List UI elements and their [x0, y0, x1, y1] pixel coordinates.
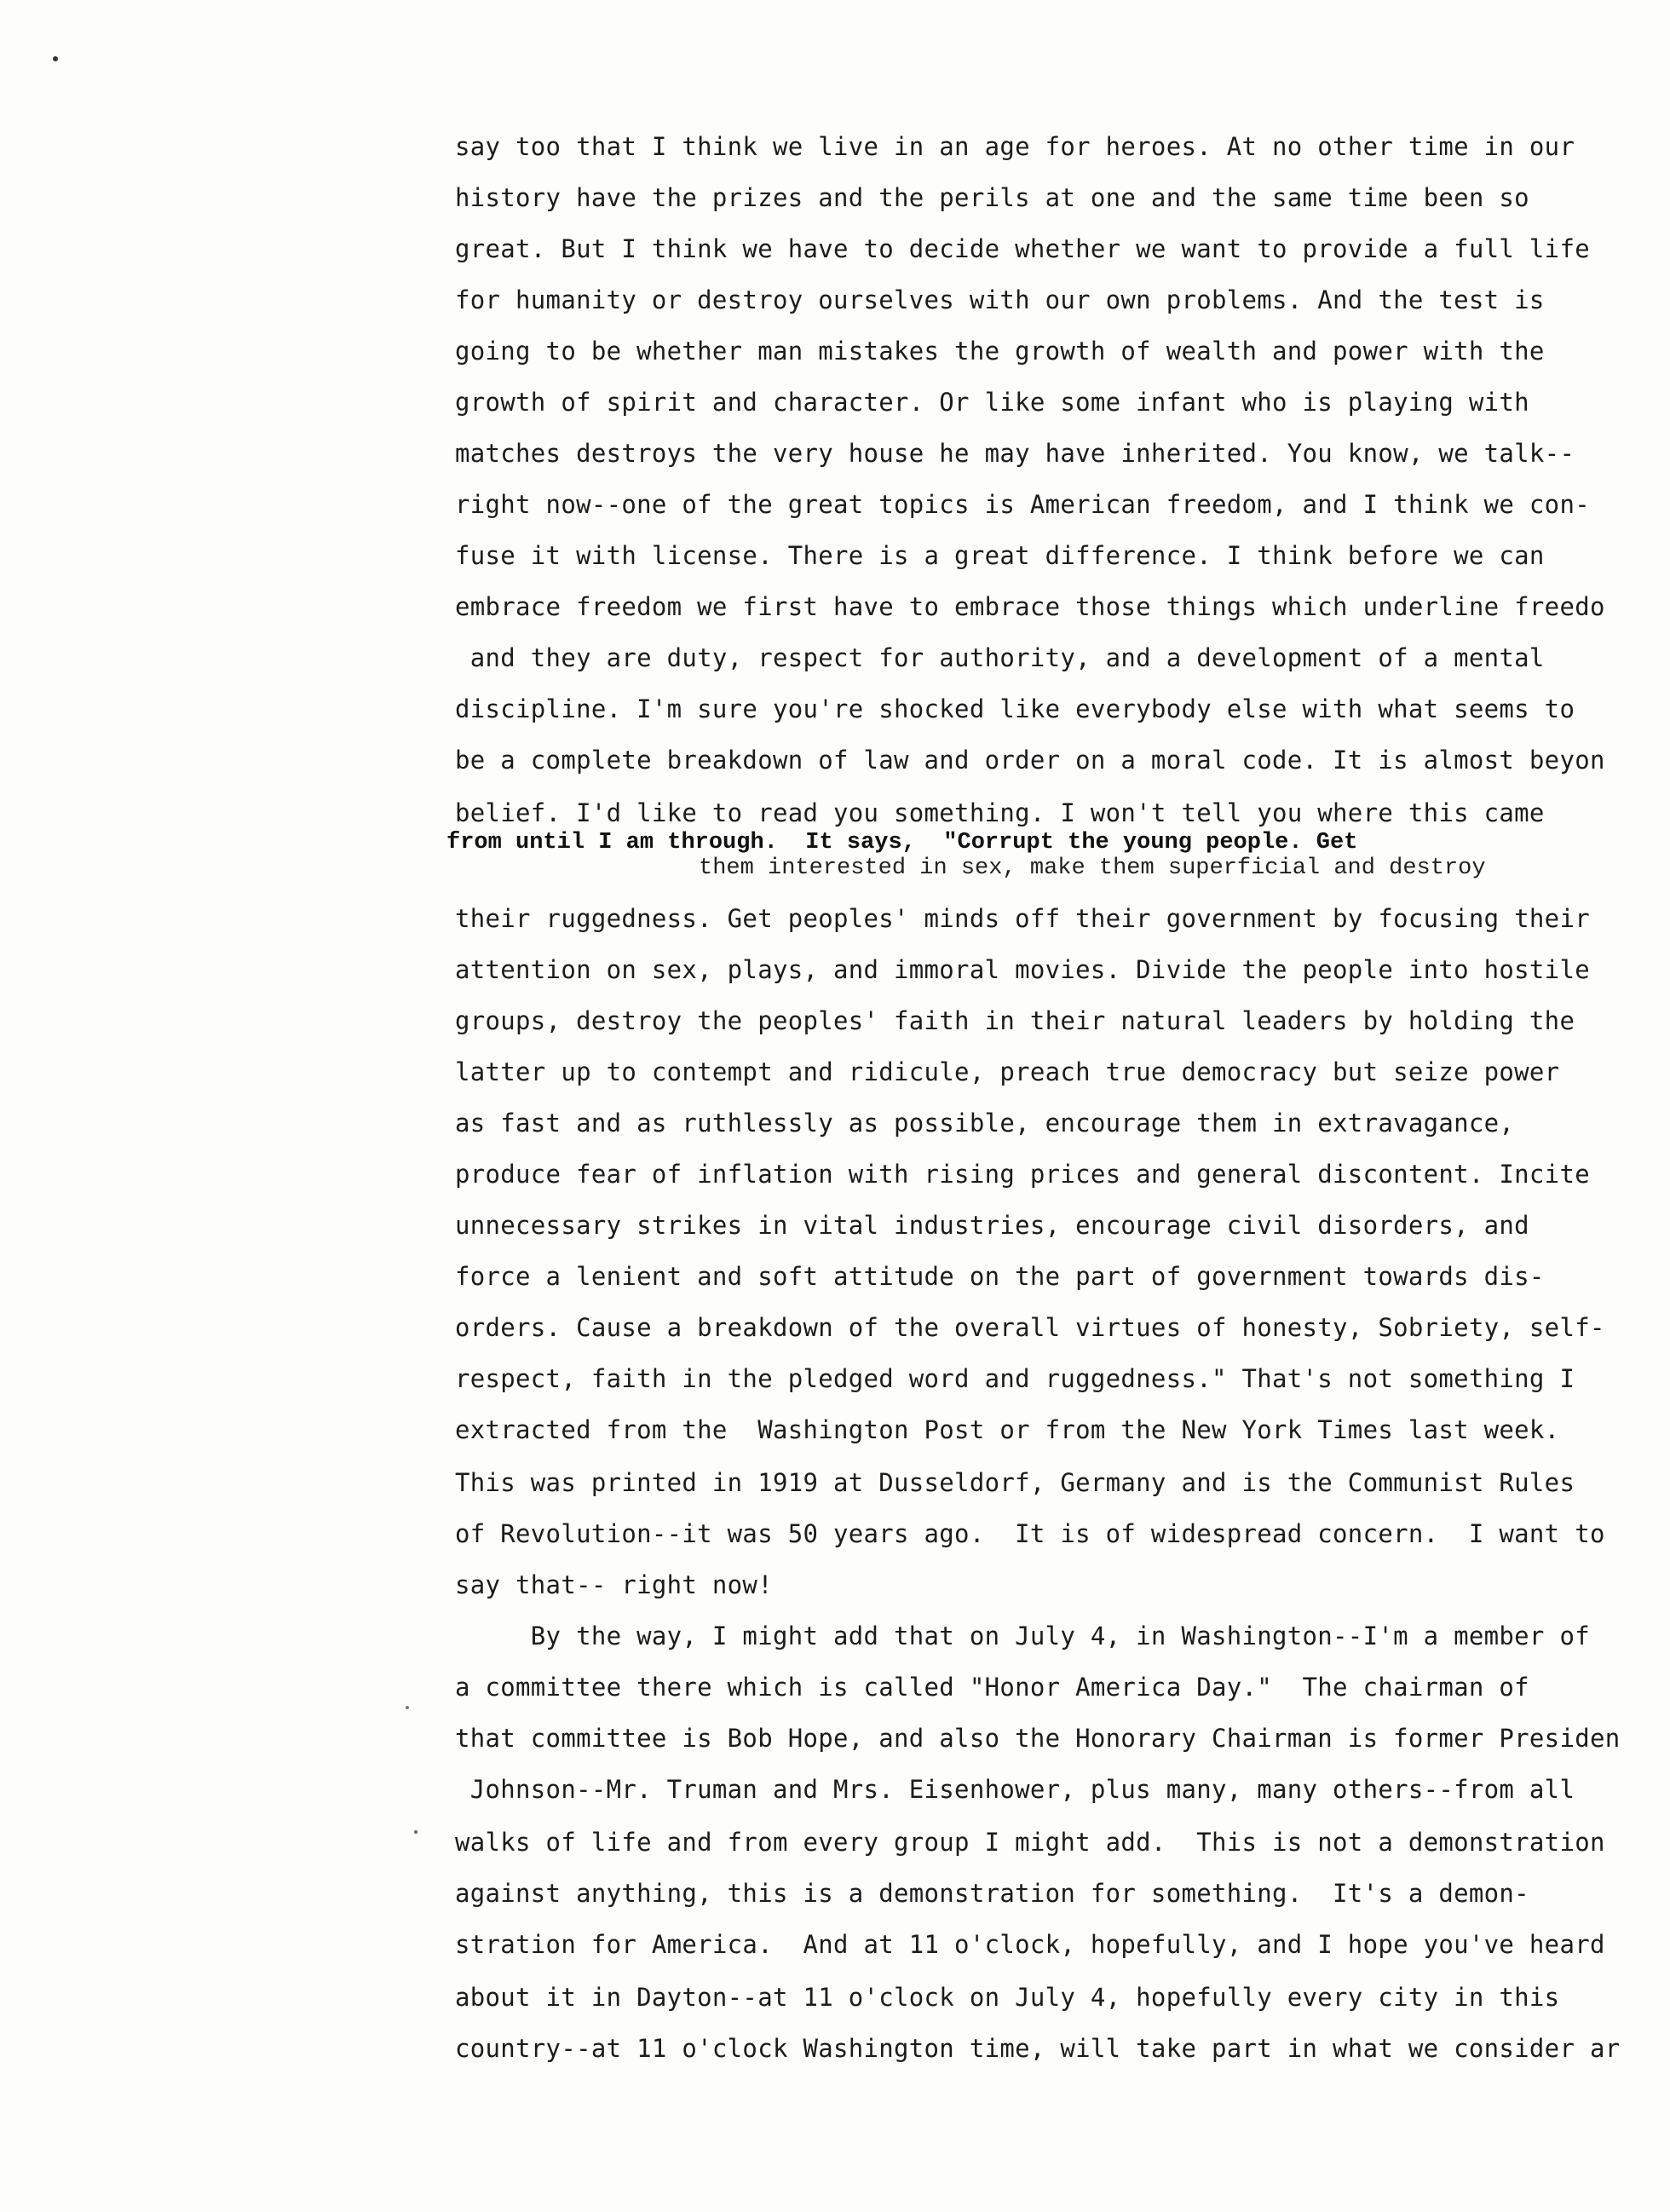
ink-speck-mark [53, 56, 58, 61]
text-line: for humanity or destroy ourselves with our own problems. And the test is [455, 285, 1545, 314]
ink-speck-mark [406, 1706, 409, 1709]
text-line: a committee there which is called "Honor America Day." The chairman of [455, 1673, 1529, 1702]
text-line: unnecessary strikes in vital industries, encourage civil disorders, and [455, 1211, 1529, 1240]
text-line: and they are duty, respect for authority, and a development of a mental [455, 643, 1545, 672]
text-line: of Revolution--it was 50 years ago. It is of widespread concern. I want to [455, 1519, 1605, 1548]
text-line: force a lenient and soft attitude on the part of government towards dis- [455, 1262, 1545, 1291]
text-line: going to be whether man mistakes the growth of wealth and power with the [455, 337, 1545, 366]
text-line: This was printed in 1919 at Dusseldorf, Germany and is the Communist Rules [455, 1468, 1575, 1497]
text-line: history have the prizes and the perils at one and the same time been so [455, 183, 1529, 212]
text-line: against anything, this is a demonstration for something. It's a demon- [455, 1879, 1529, 1908]
text-line: attention on sex, plays, and immoral movies. Divide the people into hostile [455, 955, 1590, 984]
text-line: country--at 11 o'clock Washington time, will take part in what we consider ar [455, 2034, 1621, 2063]
text-line: groups, destroy the peoples' faith in their natural leaders by holding the [455, 1006, 1575, 1035]
text-line: produce fear of inflation with rising prices and general discontent. Incite [455, 1160, 1590, 1189]
text-line: extracted from the Washington Post or from the New York Times last week. [455, 1415, 1560, 1444]
text-line: growth of spirit and character. Or like some infant who is playing with [455, 388, 1529, 417]
text-line: right now--one of the great topics is American freedom, and I think we con- [455, 490, 1590, 519]
text-line: Johnson--Mr. Truman and Mrs. Eisenhower, plus many, many others--from all [455, 1775, 1575, 1804]
text-line: say that-- right now! [455, 1570, 773, 1599]
text-line: that committee is Bob Hope, and also the Honorary Chairman is former Presiden [455, 1724, 1621, 1753]
text-line: orders. Cause a breakdown of the overall virtues of honesty, Sobriety, self- [455, 1313, 1605, 1342]
text-line: great. But I think we have to decide whether we want to provide a full life [455, 234, 1590, 263]
text-line: their ruggedness. Get peoples' minds off their government by focusing their [455, 904, 1590, 933]
text-line: By the way, I might add that on July 4, in Washington--I'm a member of [455, 1622, 1590, 1650]
text-line: about it in Dayton--at 11 o'clock on July 4, hopefully every city in this [455, 1983, 1560, 2012]
text-line: belief. I'd like to read you something. I won't tell you where this came [455, 798, 1545, 827]
text-line: walks of life and from every group I might add. This is not a demonstration [455, 1828, 1605, 1857]
text-line: latter up to contempt and ridicule, preach true democracy but seize power [455, 1057, 1560, 1086]
text-line: respect, faith in the pledged word and ruggedness." That's not something I [455, 1364, 1575, 1393]
text-line: be a complete breakdown of law and order on a moral code. It is almost beyon [455, 746, 1605, 775]
text-line: matches destroys the very house he may have inherited. You know, we talk-- [455, 439, 1575, 468]
text-line: say too that I think we live in an age for heroes. At no other time in our [455, 132, 1575, 161]
inserted-text-line: from until I am through. It says, "Corrupt the young people. Get [446, 830, 1358, 855]
text-line: as fast and as ruthlessly as possible, encourage them in extravagance, [455, 1109, 1515, 1138]
ink-speck-mark [414, 1830, 418, 1834]
text-line: embrace freedom we first have to embrace those things which underline freedo [455, 592, 1605, 621]
text-line: discipline. I'm sure you're shocked like everybody else with what seems to [455, 694, 1575, 723]
text-line: stration for America. And at 11 o'clock, hopefully, and I hope you've heard [455, 1930, 1605, 1959]
text-line: fuse it with license. There is a great difference. I think before we can [455, 541, 1545, 570]
inserted-text-line: them interested in sex, make them superficial and destroy [699, 855, 1486, 881]
